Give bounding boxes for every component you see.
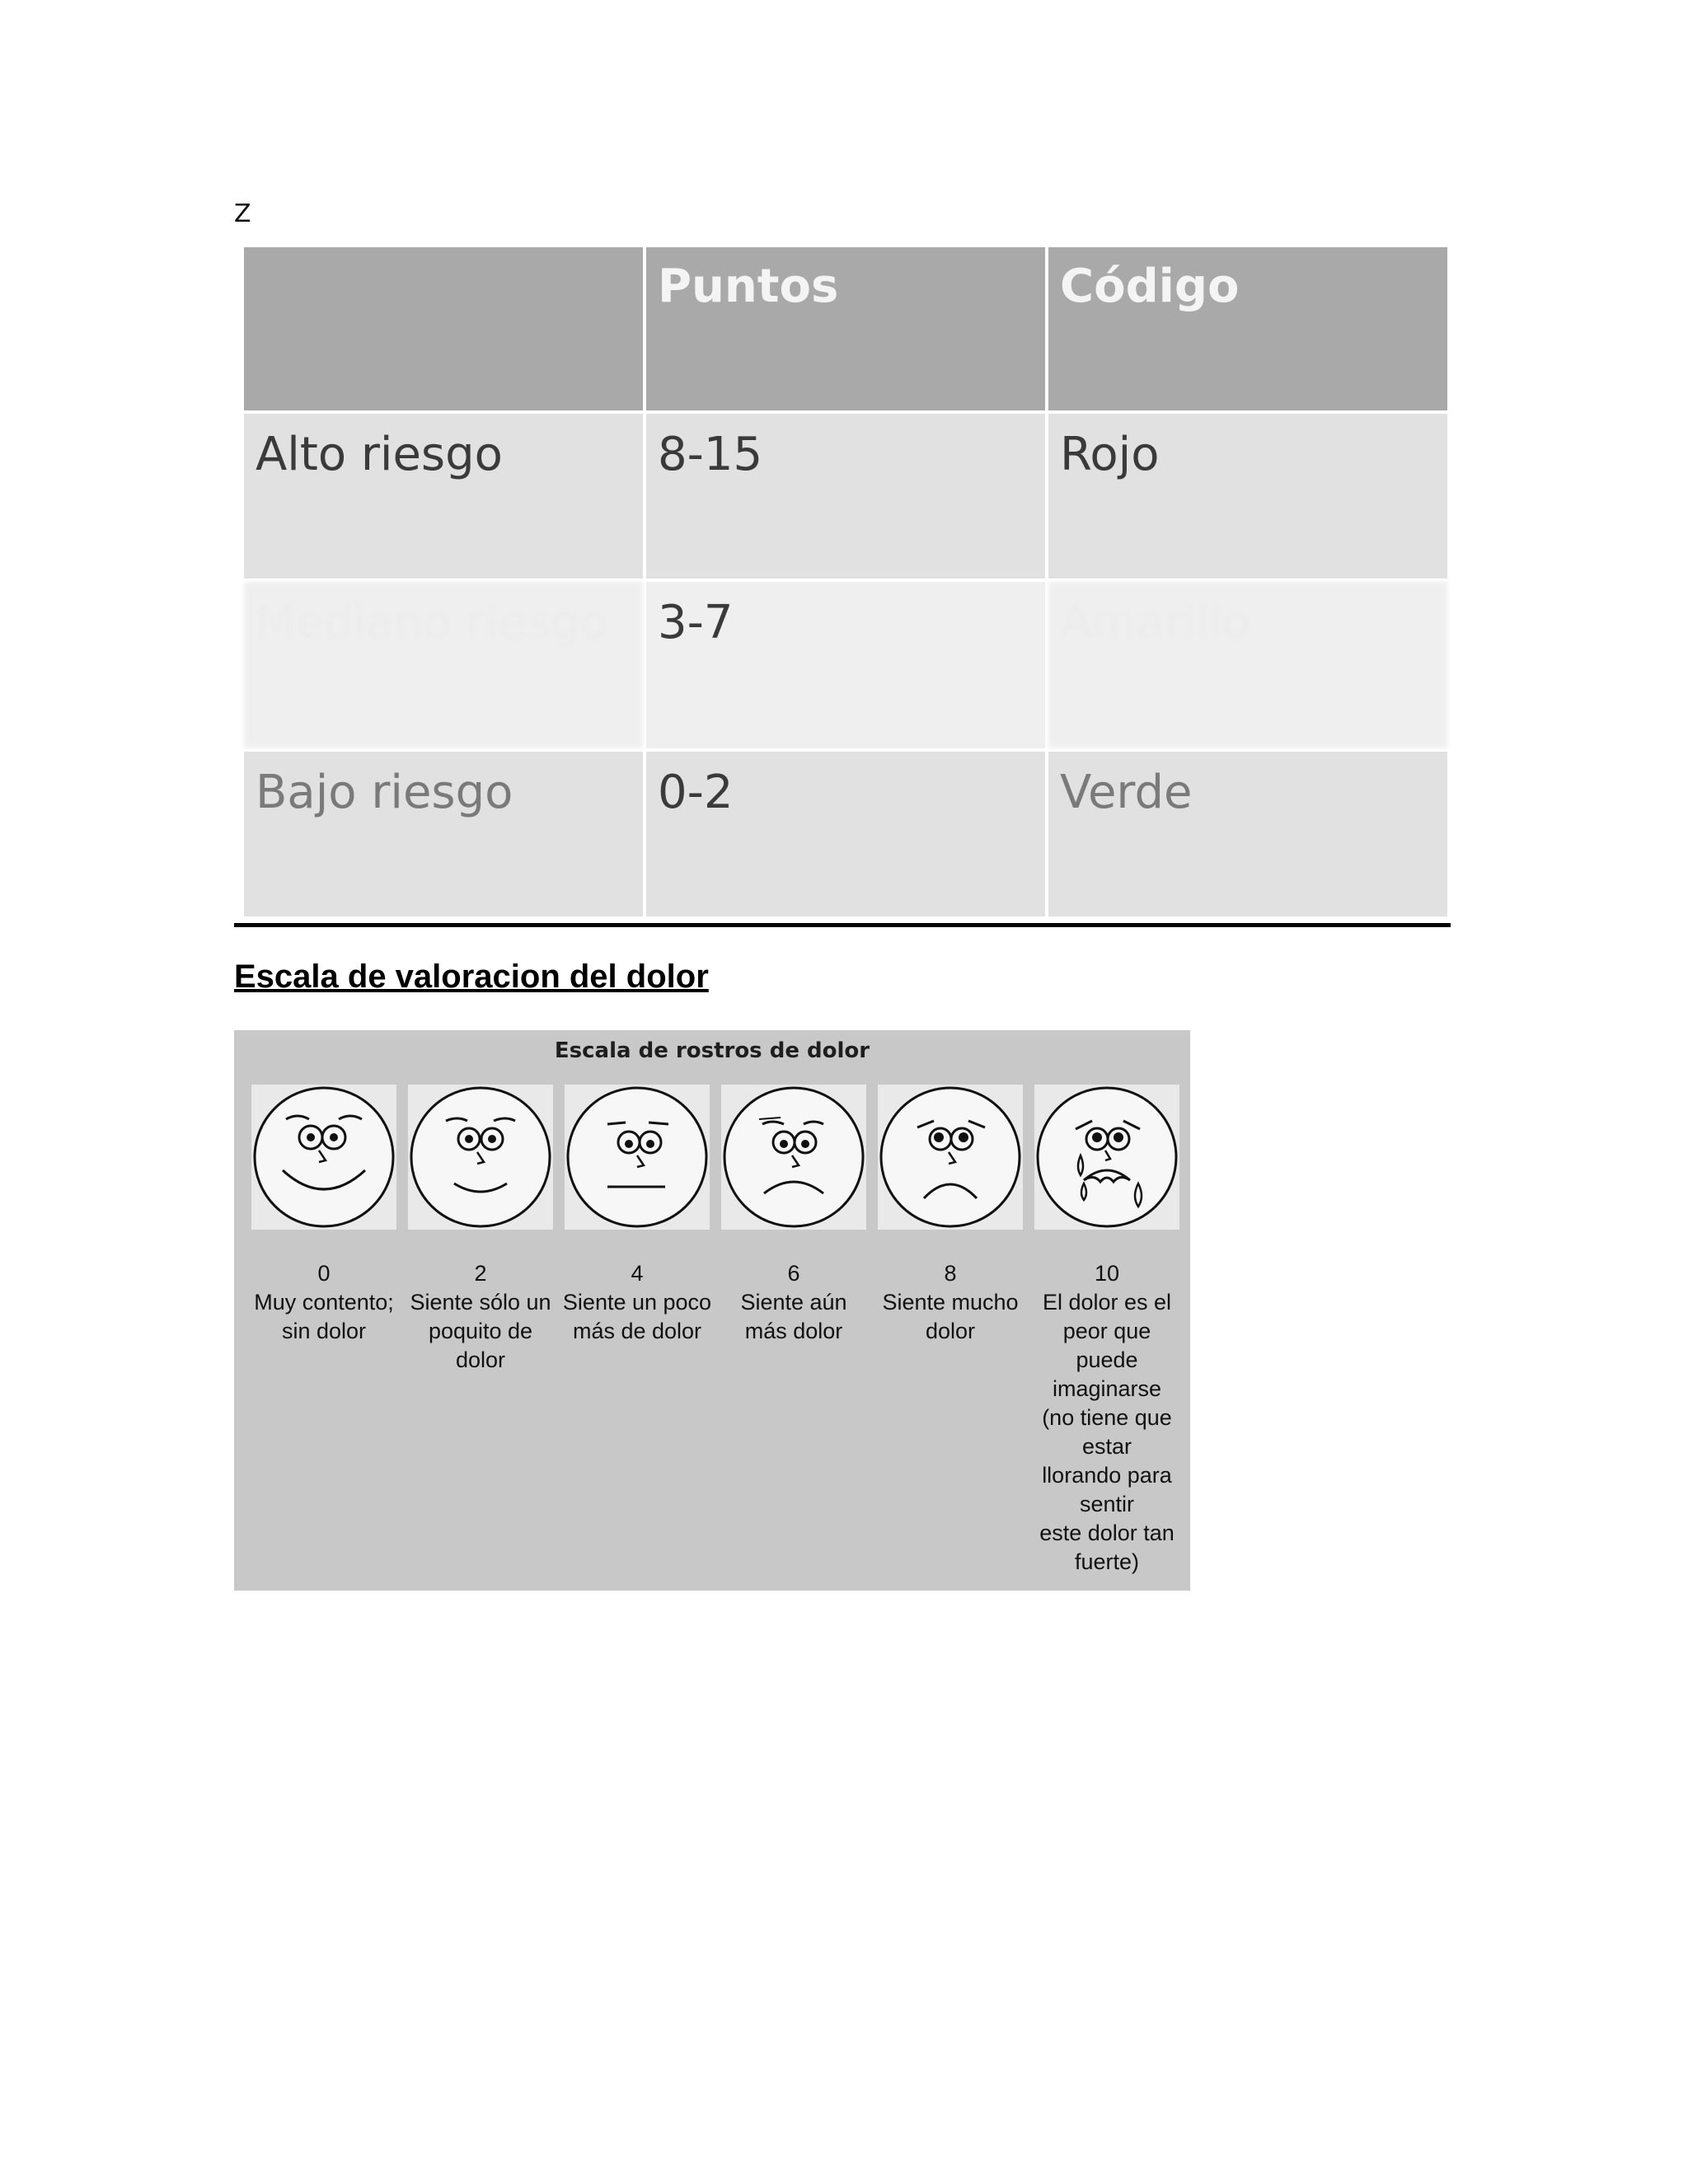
row-high-points: 8-15 <box>646 414 1045 579</box>
face-description: Siente aún más dolor <box>740 1290 847 1343</box>
face-column-4 <box>559 1085 715 1346</box>
header-empty <box>244 247 643 410</box>
face-value: 6 <box>787 1261 800 1286</box>
face-value: 0 <box>317 1261 331 1286</box>
face-value: 2 <box>474 1261 487 1286</box>
neutral-face-icon <box>565 1085 710 1230</box>
face-column-0 <box>246 1085 402 1346</box>
face-value: 4 <box>631 1261 644 1286</box>
face-value: 8 <box>944 1261 957 1286</box>
face-description: Siente sólo un poquito de dolor <box>410 1290 551 1372</box>
row-medium-level: Mediano riesgo <box>244 582 643 748</box>
stray-letter: Z <box>234 199 251 228</box>
faces-scale-title: Escala de rostros de dolor <box>554 1038 870 1063</box>
face-column-8 <box>872 1085 1029 1346</box>
horizontal-rule <box>234 923 1451 927</box>
risk-code-table <box>244 247 1447 916</box>
slightly-happy-face-icon <box>408 1085 553 1230</box>
row-low-points: 0-2 <box>646 752 1045 916</box>
very-sad-face-icon <box>878 1085 1023 1230</box>
row-low-level: Bajo riesgo <box>244 752 643 916</box>
face-description: Muy contento; sin dolor <box>254 1290 394 1343</box>
face-description: El dolor es el peor que puede imaginarse (no tiene que estar llorando para sentir este dolor tan fuerte) <box>1039 1290 1175 1574</box>
face-description: Siente mucho dolor <box>882 1290 1019 1343</box>
header-points: Puntos <box>646 247 1045 410</box>
face-value: 10 <box>1094 1261 1120 1286</box>
row-medium-code: Amarillo <box>1048 582 1447 748</box>
faces-pain-scale <box>234 1030 1190 1591</box>
sad-face-icon <box>721 1085 866 1230</box>
row-high-level: Alto riesgo <box>244 414 643 579</box>
row-medium-points: 3-7 <box>646 582 1045 748</box>
face-description: Siente un poco más de dolor <box>562 1290 712 1343</box>
header-code: Código <box>1048 247 1447 410</box>
face-column-2 <box>402 1085 559 1375</box>
row-low-code: Verde <box>1048 752 1447 916</box>
face-column-10 <box>1029 1085 1185 1577</box>
very-happy-face-icon <box>251 1085 396 1230</box>
crying-face-icon <box>1034 1085 1179 1230</box>
section-title: Escala de valoracion del dolor <box>234 958 709 995</box>
face-column-6 <box>715 1085 872 1346</box>
row-high-code: Rojo <box>1048 414 1447 579</box>
